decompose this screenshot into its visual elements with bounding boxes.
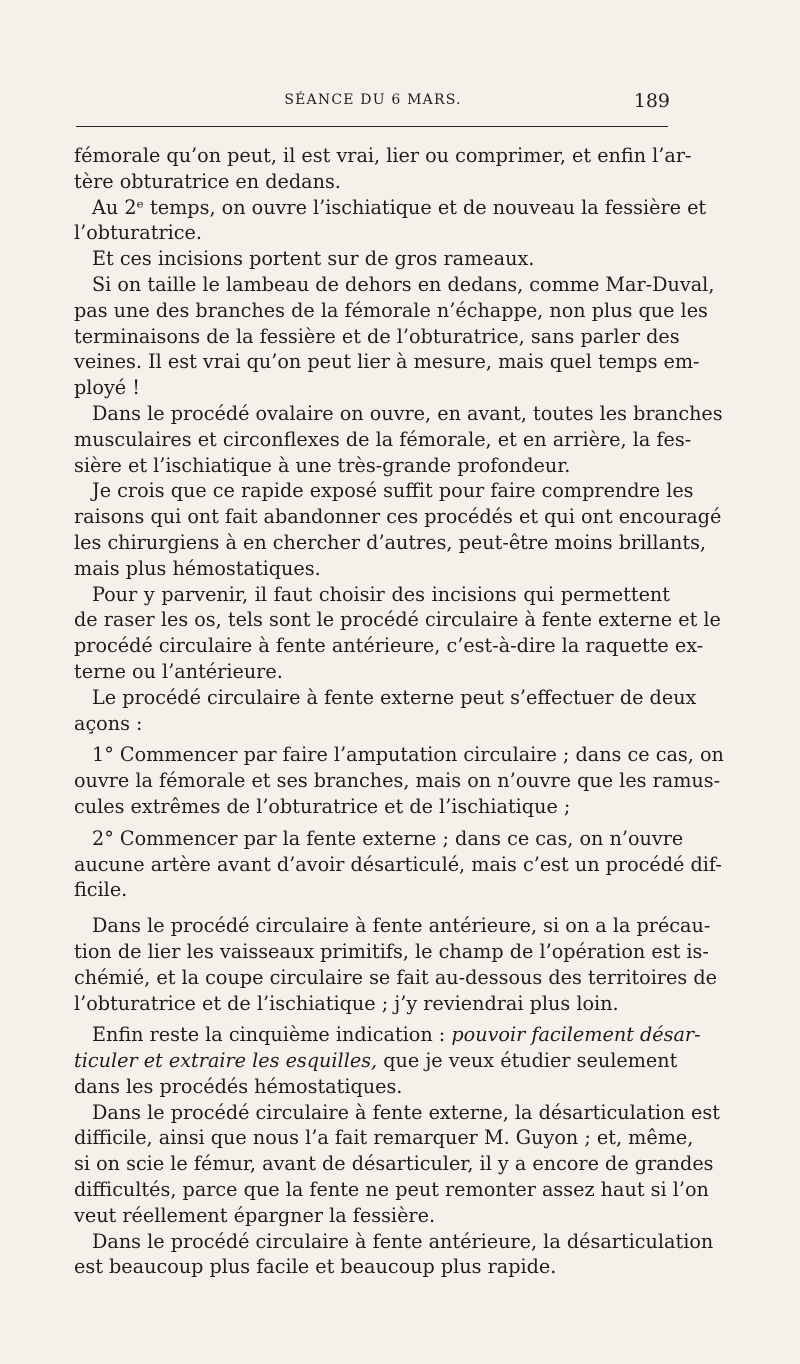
text-line: Je crois que ce rapide exposé suffit pour faire comprendre les	[92, 479, 694, 503]
text-line: Dans le procédé ovalaire on ouvre, en avant, toutes les branches	[92, 401, 723, 425]
text-line: Au 2ᵉ temps, on ouvre l’ischiatique et de nouveau la fessière et	[92, 195, 707, 219]
text-line: Pour y parvenir, il faut choisir des incisions qui permettent	[92, 582, 670, 606]
text-line: 1° Commencer par faire l’amputation circulaire ; dans ce cas, on	[92, 743, 724, 767]
text-line: si on scie le fémur, avant de désarticuler, il y a encore de grandes	[74, 1152, 714, 1176]
text-line: aucune artère avant d’avoir désarticulé, mais c’est un procédé dif-	[74, 852, 722, 876]
text-line: difficultés, parce que la fente ne peut remonter assez haut si l’on	[74, 1178, 709, 1202]
running-title: SÉANCE DU 6 MARS.	[284, 92, 462, 108]
text-line: ticuler et extraire les esquilles, que je veux étudier seulement	[74, 1049, 678, 1073]
text-line: Si on taille le lambeau de dehors en dedans, comme Mar-Duval,	[92, 272, 715, 296]
page-number: 189	[633, 90, 670, 112]
text-line: chémié, et la coupe circulaire se fait au-dessous des territoires de	[74, 965, 717, 989]
text-line: difficile, ainsi que nous l’a fait remarquer M. Guyon ; et, même,	[74, 1126, 694, 1150]
text-line: terminaisons de la fessière et de l’obturatrice, sans parler des	[74, 324, 680, 348]
text-line: procédé circulaire à fente antérieure, c’est-à-dire la raquette ex-	[74, 634, 704, 658]
text-line: Dans le procédé circulaire à fente antérieure, la désarticulation	[92, 1229, 714, 1253]
text-line: musculaires et circonflexes de la fémorale, et en arrière, la fes-	[74, 427, 692, 451]
text-line: l’obturatrice.	[74, 221, 202, 245]
text-line: Enfin reste la cinquième indication : pouvoir facilement désar-	[92, 1023, 701, 1047]
text-line: raisons qui ont fait abandonner ces procédés et qui ont encouragé	[74, 505, 722, 529]
page-header	[76, 90, 670, 116]
text-line: terne ou l’antérieure.	[74, 659, 283, 683]
text-line: de raser les os, tels sont le procédé circulaire à fente externe et le	[74, 608, 721, 632]
text-line: est beaucoup plus facile et beaucoup plus rapide.	[74, 1255, 557, 1279]
text-line: ouvre la fémorale et ses branches, mais on n’ouvre que les ramus-	[74, 769, 721, 793]
text-line: Le procédé circulaire à fente externe peut s’effectuer de deux	[92, 685, 697, 709]
text-line: pas une des branches de la fémorale n’échappe, non plus que les	[74, 298, 708, 322]
text-line: les chirurgiens à en chercher d’autres, peut-être moins brillants,	[74, 530, 707, 554]
text-line: tion de lier les vaisseaux primitifs, le champ de l’opération est is-	[74, 939, 709, 963]
header-rule	[76, 126, 668, 127]
text-line: veines. Il est vrai qu’on peut lier à mesure, mais quel temps em-	[74, 350, 700, 374]
text-line: ficile.	[74, 878, 128, 902]
text-line: ployé !	[74, 376, 140, 400]
text-line: veut réellement épargner la fessière.	[74, 1203, 436, 1227]
text-line: Dans le procédé circulaire à fente antérieure, si on a la précau-	[92, 914, 711, 938]
text-line: Dans le procédé circulaire à fente externe, la désarticulation est	[92, 1100, 720, 1124]
text-line: sière et l’ischiatique à une très-grande profondeur.	[74, 453, 571, 477]
text-line: açons :	[74, 711, 143, 735]
text-line: fémorale qu’on peut, il est vrai, lier ou comprimer, et enfin l’ar-	[74, 144, 692, 167]
text-line: dans les procédés hémostatiques.	[74, 1074, 403, 1098]
text-line: mais plus hémostatiques.	[74, 556, 321, 580]
text-line: Et ces incisions portent sur de gros rameaux.	[92, 247, 535, 271]
text-line: tère obturatrice en dedans.	[74, 169, 341, 193]
text-line: cules extrêmes de l’obturatrice et de l’ischiatique ;	[74, 794, 571, 818]
body-text	[74, 143, 724, 1280]
text-line: 2° Commencer par la fente externe ; dans ce cas, on n’ouvre	[92, 826, 684, 850]
text-line: l’obturatrice et de l’ischiatique ; j’y reviendrai plus loin.	[74, 991, 619, 1015]
